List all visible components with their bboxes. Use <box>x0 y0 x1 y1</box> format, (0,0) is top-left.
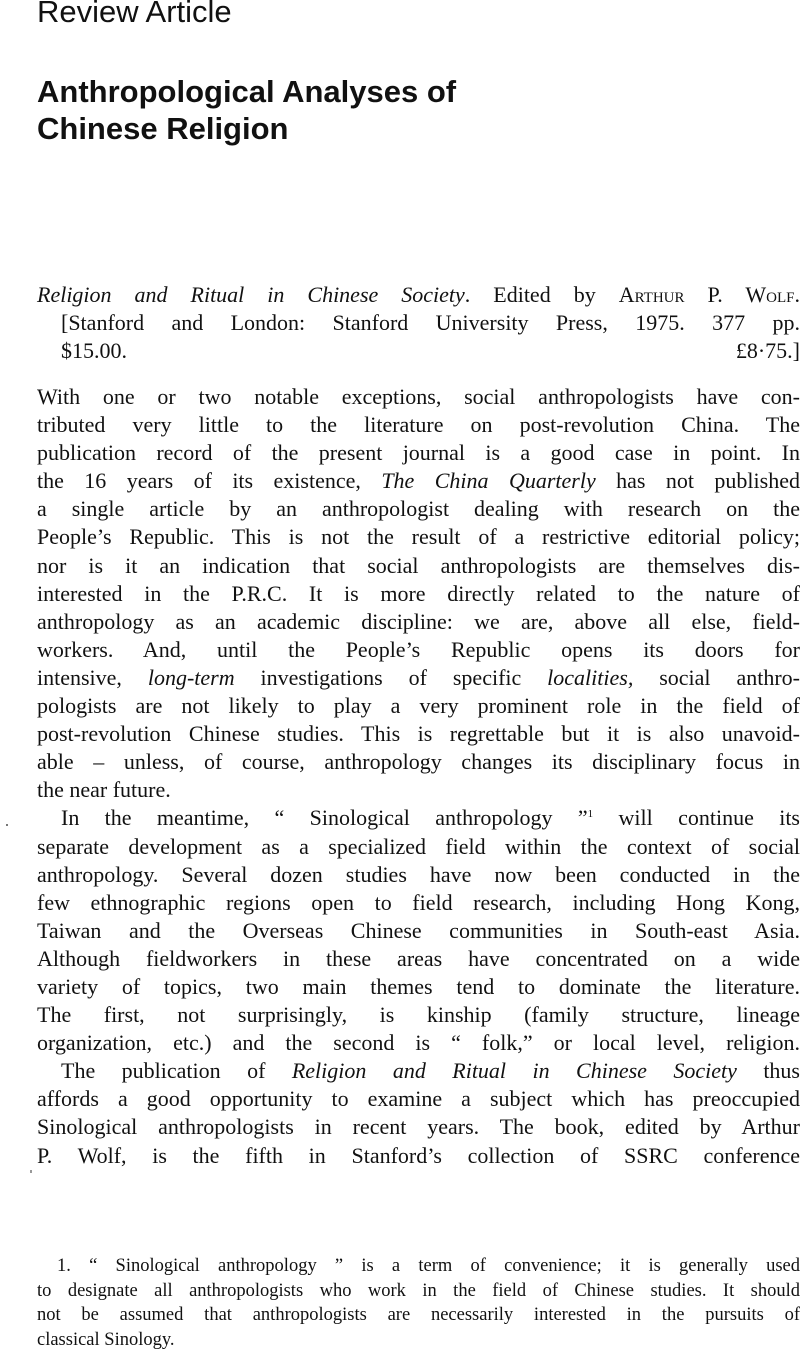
article-title <box>37 73 456 147</box>
publisher-info: [Stanford and London: Stanford University Press, 1975. 377 pp. <box>61 310 800 336</box>
text-span: social anthro- <box>633 664 800 690</box>
footnote-1 <box>37 1254 800 1352</box>
text-line: post-revolution Chinese studies. This is regrettable but it is also unavoid- <box>37 721 800 747</box>
book-reference-line-1 <box>37 280 800 308</box>
text-line: pologists are not likely to play a very prominent role in the field of <box>37 693 800 719</box>
text-line: Although fieldworkers in these areas have concentrated on a wide <box>37 945 800 971</box>
text-span: “ Sinological anthropology ” is a term of convenience; it is generally used <box>89 1256 800 1276</box>
text-line <box>37 467 800 495</box>
book-title: Religion and Ritual in Chinese Society <box>37 282 465 307</box>
text-line: tributed very little to the literature on post-revolution China. The <box>37 412 800 438</box>
footnote-line: to designate all anthropologists who work in the field of Chinese studies. It should <box>37 1280 800 1301</box>
section-label: Review Article <box>37 0 232 29</box>
book-title-inline: Religion and Ritual in Chinese Society <box>291 1058 737 1084</box>
text-line: organization, etc.) and the second is “ folk,” or local level, religion. <box>37 1030 800 1056</box>
footnote-line: classical Sinology. <box>37 1329 175 1350</box>
text-line <box>37 664 800 692</box>
text-line: separate development as a specialized field within the context of social <box>37 833 800 859</box>
text-line: a single article by an anthropologist dealing with research on the <box>37 496 800 522</box>
text-span: will continue its <box>593 805 800 831</box>
text-line <box>37 1057 800 1085</box>
footnote-number: 1. <box>57 1256 71 1276</box>
footnote-line: not be assumed that anthropologists are necessarily interested in the pursuits of <box>37 1305 800 1325</box>
emphasis: localities, <box>547 664 634 690</box>
text-span: the 16 years of its existence, <box>37 468 382 494</box>
edited-by-text: . Edited by <box>464 282 619 307</box>
text-line: affords a good opportunity to examine a subject which has preoccupied <box>37 1086 800 1112</box>
article-title-line-2: Chinese Religion <box>37 111 289 146</box>
punctuation: . <box>794 282 800 307</box>
emphasis: long-term <box>147 664 235 690</box>
scan-artifact-mark <box>6 824 8 826</box>
footnote-line <box>37 1254 800 1279</box>
text-line <box>37 804 800 832</box>
text-line: The first, not surprisingly, is kinship (family structure, lineage <box>37 1002 800 1028</box>
text-span: intensive, <box>37 664 148 690</box>
text-line: few ethnographic regions open to field research, including Hong Kong, <box>37 889 800 915</box>
text-span: In the meantime, “ Sinological anthropology ” <box>61 805 588 831</box>
text-span: The publication of <box>61 1058 292 1084</box>
text-line: P. Wolf, is the fifth in Stanford’s collection of SSRC conference <box>37 1142 800 1168</box>
text-line: anthropology as an academic discipline: we are, above all else, field- <box>37 608 800 634</box>
text-line: variety of topics, two main themes tend to dominate the literature. <box>37 973 800 999</box>
text-line: workers. And, until the People’s Republic opens its doors for <box>37 636 800 662</box>
article-title-line-1: Anthropological Analyses of <box>37 74 457 109</box>
text-line: With one or two notable exceptions, social anthropologists have con- <box>37 384 800 409</box>
text-line: the near future. <box>37 777 171 803</box>
footnote-ref[interactable]: 1 <box>587 808 594 821</box>
article-body <box>37 383 800 1170</box>
text-line: People’s Republic. This is not the result of a restrictive editorial policy; <box>37 524 800 550</box>
text-span: has not published <box>595 468 800 494</box>
journal-title: The China Quarterly <box>381 468 596 494</box>
text-line: anthropology. Several dozen studies have now been conducted in the <box>37 861 800 887</box>
scan-artifact-mark <box>30 1170 32 1173</box>
paragraph-2 <box>37 804 800 1057</box>
paragraph-1 <box>37 383 800 804</box>
book-editor: Arthur P. Wolf <box>618 282 795 307</box>
text-line: able – unless, of course, anthropology changes its disciplinary focus in <box>37 749 800 775</box>
book-reference <box>37 280 800 364</box>
paragraph-3 <box>37 1057 800 1169</box>
text-line: publication record of the present journal is a good case in point. In <box>37 440 800 466</box>
text-line: nor is it an indication that social anthropologists are themselves dis- <box>37 552 800 578</box>
text-line: Sinological anthropologists in recent years. The book, edited by Arthur <box>37 1114 800 1140</box>
text-line: interested in the P.R.C. It is more directly related to the nature of <box>37 580 800 606</box>
text-span: thus <box>736 1058 800 1084</box>
text-line: Taiwan and the Overseas Chinese communities in South-east Asia. <box>37 917 800 943</box>
text-span: investigations of specific <box>234 664 548 690</box>
price-info: $15.00. £8·75.] <box>61 338 800 364</box>
